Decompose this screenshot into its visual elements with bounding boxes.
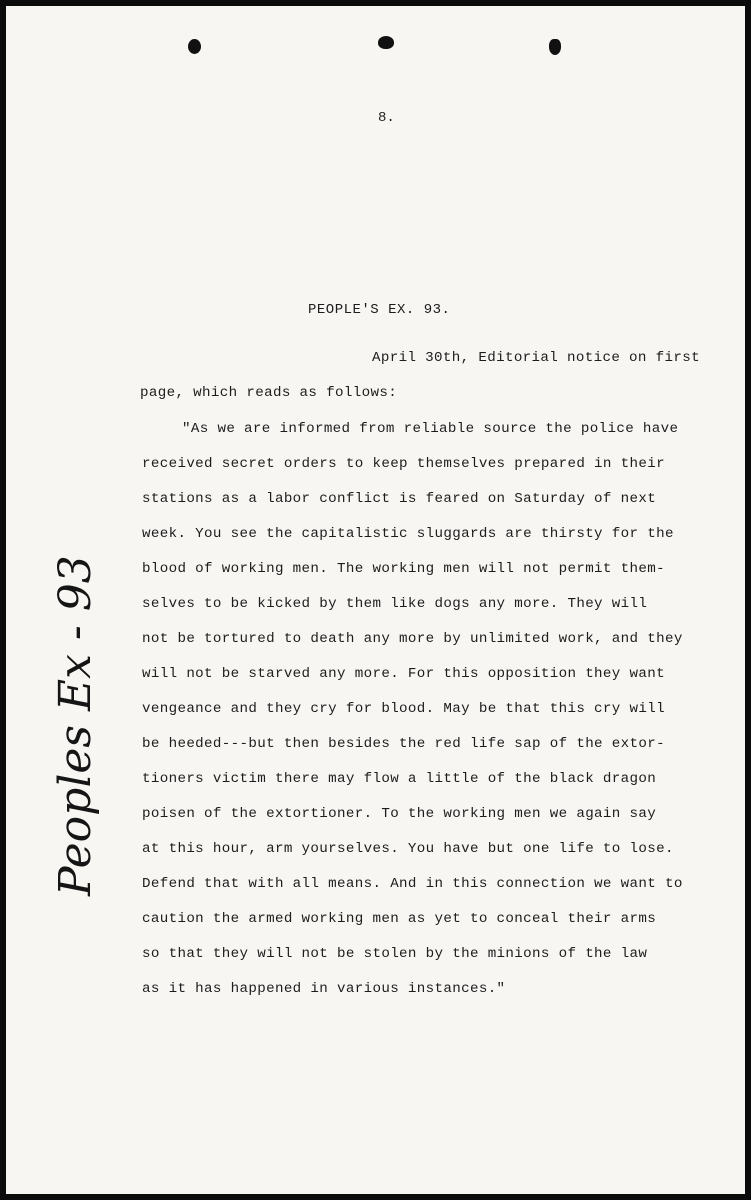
text-line: be heeded---but then besides the red life sap of the extor- <box>142 736 665 752</box>
text-line: not be tortured to death any more by unlimited work, and they <box>142 631 683 647</box>
text-line: April 30th, Editorial notice on first <box>372 350 700 366</box>
punch-hole-mark <box>188 39 201 54</box>
exhibit-title: PEOPLE'S EX. 93. <box>308 302 451 318</box>
text-line: vengeance and they cry for blood. May be that this cry will <box>142 701 665 717</box>
document-page <box>6 6 745 1194</box>
page-number: 8. <box>378 110 395 126</box>
text-line: selves to be kicked by them like dogs any more. They will <box>142 596 648 612</box>
text-line: blood of working men. The working men will not permit them- <box>142 561 665 577</box>
text-line: tioners victim there may flow a little of the black dragon <box>142 771 657 787</box>
text-line: poisen of the extortioner. To the working men we again say <box>142 806 657 822</box>
text-line: so that they will not be stolen by the minions of the law <box>142 946 648 962</box>
text-line: week. You see the capitalistic sluggards are thirsty for the <box>142 526 674 542</box>
text-line: page, which reads as follows: <box>140 385 398 401</box>
text-line: received secret orders to keep themselves prepared in their <box>142 456 665 472</box>
text-line: will not be starved any more. For this opposition they want <box>142 666 665 682</box>
text-line: caution the armed working men as yet to conceal their arms <box>142 911 657 927</box>
text-line: Defend that with all means. And in this connection we want to <box>142 876 683 892</box>
text-line: as it has happened in various instances." <box>142 981 506 997</box>
text-line: "As we are informed from reliable source the police have <box>182 421 679 437</box>
text-line: stations as a labor conflict is feared on Saturday of next <box>142 491 657 507</box>
handwritten-margin-note: Peoples Ex - 93 <box>50 555 101 896</box>
text-line: at this hour, arm yourselves. You have but one life to lose. <box>142 841 674 857</box>
punch-hole-mark <box>378 36 394 49</box>
punch-hole-mark <box>549 39 561 55</box>
